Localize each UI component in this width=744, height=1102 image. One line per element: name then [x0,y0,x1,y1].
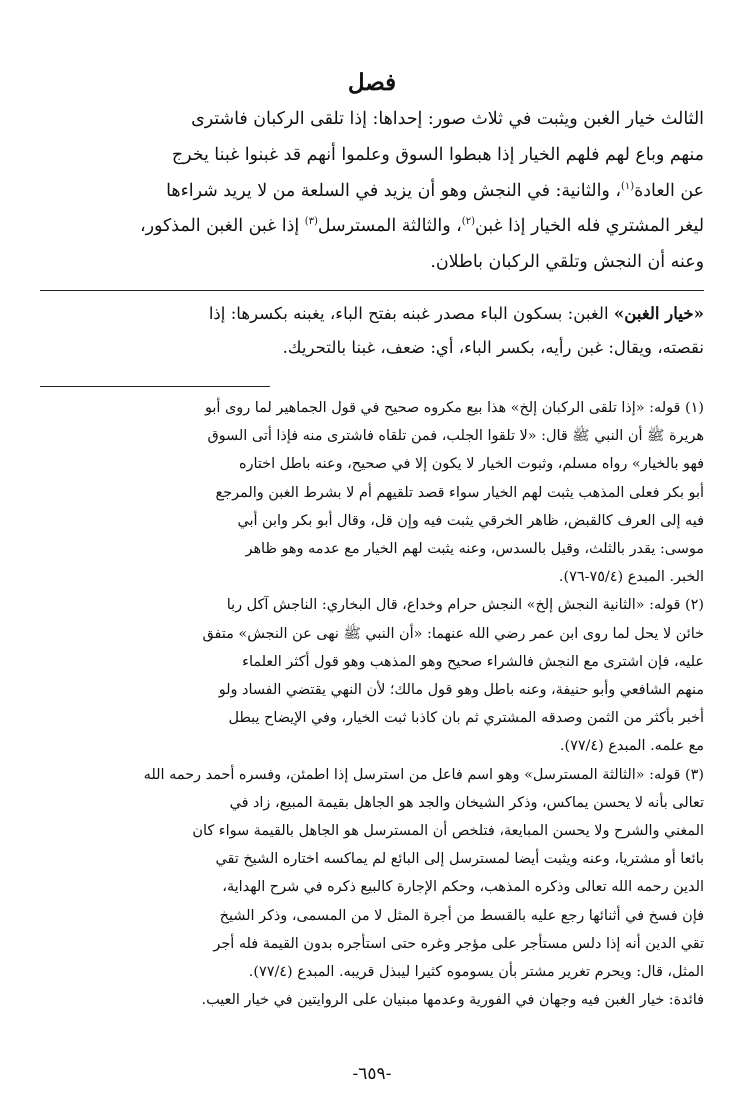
main-line [40,209,704,245]
footnotes [40,394,704,1014]
gloss-line: نقصته، ويقال: غبن رأيه، بكسر الباء، أي: ضعف، غبنا بالتحريك. [282,338,704,357]
footnote-line: المغني والشرح ولا يحسن المبايعة، فتلخص أن المسترسل هو الجاهل بالقيمة سواء كان [192,823,704,840]
footnote-ref-3[interactable]: (٣) [304,216,318,228]
footnote-text: قوله: «إذا تلقى الركبان إلخ» هذا بيع مكروه صحيح في قول الجماهير لما روى أبو [204,400,681,416]
footnote-line: منهم الشافعي وأبو حنيفة، وعنه باطل وهو قول مالك؛ لأن النهي يقتضي الفساد ولو [218,682,704,699]
footnote-line: هريرة ﷺ أن النبي ﷺ قال: «لا تلقوا الجلب، فمن تلقاه فاشترى منه فإذا أتى السوق [207,428,704,445]
footnote-line: تعالى بأنه لا يحسن يماكس، وذكر الشيخان والجد هو الجاهل بقيمة المبيع، زاد في [229,794,704,811]
faida-note: فائدة: خيار الغبن فيه وجهان في الفورية وعدمها مبنيان على الروايتين في خيار العيب. [201,992,704,1009]
footnote-number: (١) [685,400,704,416]
footnote-line: خائن لا يحل لما روى ابن عمر رضي الله عنهما: «أن النبي ﷺ نهى عن النجش» متفق [202,625,704,642]
main-text-span: ليغر المشتري فله الخيار إذا غبن [474,216,704,237]
footnote-line: عليه، فإن اشترى مع النجش فالشراء صحيح وهو المذهب وهو قول أكثر العلماء [242,653,704,670]
main-line: وعنه أن النجش وتلقي الركبان باطلان. [430,252,704,273]
footnote-line: بائعا أو مشتريا، وعنه ويثبت أيضا لمسترسل إلى البائع لم يماكسه اختاره الشيخ تقي [215,851,704,868]
footnote-line: أبو بكر فعلى المذهب يثبت لهم الخيار سواء قصد تلقيهم أم لا بشرط الغبن والمرجع [215,484,704,501]
footnote-line: الدين رحمه الله تعالى وذكره المذهب، وحكم الإجارة كالبيع ذكره في شرح الهداية، [222,879,704,896]
footnote-text: قوله: «الثانية النجش إلخ» النجش حرام وخداع، قال البخاري: الناجش آكل ربا [226,597,681,614]
main-line: الثالث خيار الغبن ويثبت في ثلاث صور: إحداها: إذا تلقى الركبان فاشترى [191,109,704,129]
main-text-span: عن العادة [634,180,704,201]
footnote-line: موسى: يقدر بالثلث، وقيل بالسدس، وعنه يثبت لهم الخيار مع عدمه وهو ظاهر [245,541,704,558]
footnote-line [40,761,704,789]
footnote-number: (٣) [685,766,704,783]
footnote-text: قوله: «الثالثة المسترسل» وهو اسم فاعل من استرسل إذا اطمئن، وفسره أحمد رحمه الله [143,766,681,783]
gloss-definition: الغبن: بسكون الباء مصدر غبنه بفتح الباء، يغبنه بكسرها: إذا [208,304,614,323]
main-text [40,102,704,281]
footnote-ref-2[interactable]: (٢) [461,216,475,228]
footnote-line: مع علمه. المبدع (٧٧/٤). [559,738,704,755]
footnote-line: المثل، قال: ويحرم تغرير مشتر بأن يسوموه كثيرا ليبذل قريبه. المبدع (٧٧/٤). [248,964,704,981]
gloss-term: «خيار الغبن» [613,303,704,323]
book-page [40,0,704,1102]
divider-footnotes [40,386,270,387]
divider-main [40,290,704,291]
footnote-line [40,394,704,422]
main-line: منهم وباع لهم فلهم الخيار إذا هبطوا السوق وعلموا أنهم قد غبنوا غبنا يخرج [171,144,704,165]
footnote-line: الخبر. المبدع (٧٥/٤-٧٦). [558,569,704,586]
footnote-1 [40,394,704,591]
page-number: -٦٥٩- [352,1064,392,1084]
footnote-line [40,591,704,619]
footnote-2 [40,591,704,760]
main-text-span: إذا غبن الغبن المذكور، [140,216,305,237]
main-text-span: ، والثانية: في النجش وهو أن يزيد في السلعة من لا يريد شراءها [166,180,621,201]
footnote-number: (٢) [685,597,704,614]
footnote-ref-1[interactable]: (١) [620,180,635,192]
section-title: فصل [347,69,397,96]
footnote-line: فهو بالخيار» رواه مسلم، وثبوت الخيار لا يكون إلا في صحيح، وعنه باطل اختاره [238,456,704,473]
footnote-line: فيه إلى العرف كالقبض، ظاهر الخرقي يثبت فيه وإن قل، وقال أبو بكر وابن أبي [237,512,704,529]
main-text-span: ، والثالثة المسترسل [317,216,462,237]
footnote-line: فإن فسخ في أثنائها رجع عليه بالقسط من أجرة المثل لا من المسمى، وذكر الشيخ [219,907,704,924]
footnote-line: أخبر بأكثر من الثمن وصدقه المشتري ثم بان كاذبا ثبت الخيار، وفي الإيضاح يبطل [228,710,704,727]
footnote-line: تقي الدين أنه إذا دلس مستأجر على مؤجر وغره حتى استأجره بدون القيمة فله أجر [213,935,704,952]
footnote-3 [40,761,704,987]
main-line [40,174,704,210]
gloss-text [40,296,704,365]
gloss-line [40,296,704,331]
